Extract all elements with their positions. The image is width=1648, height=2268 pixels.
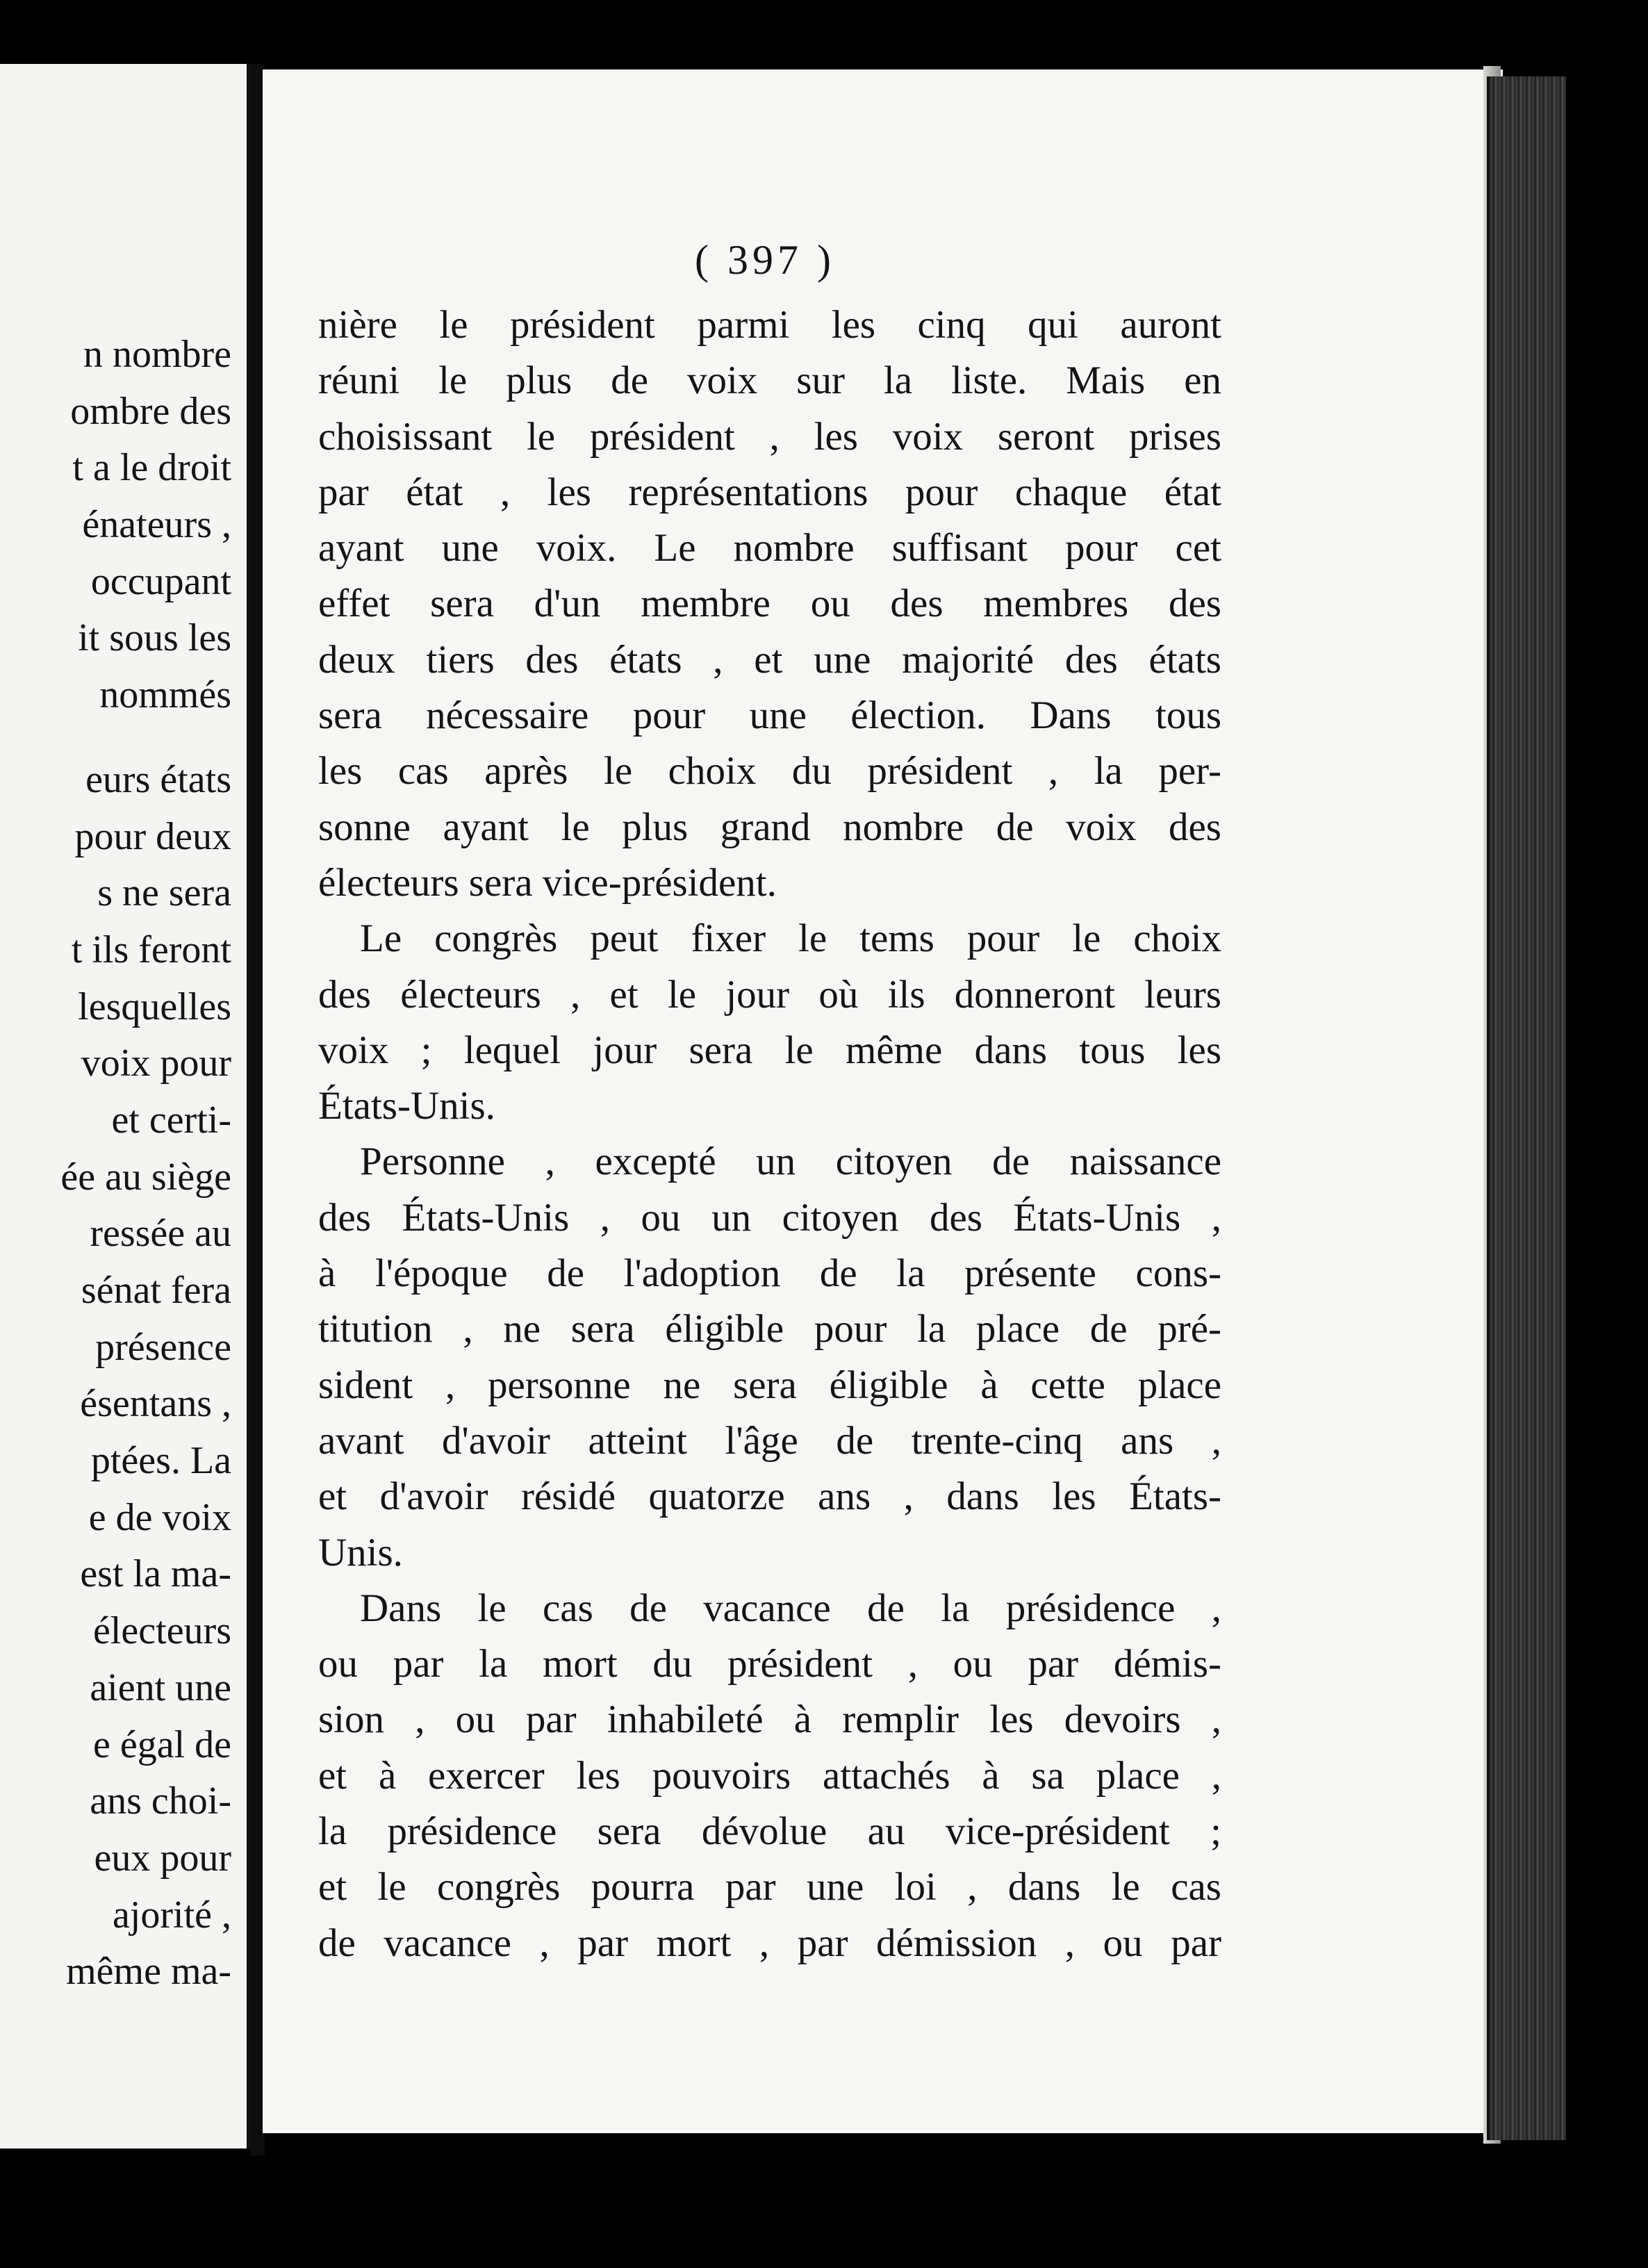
left-line: it sous les <box>78 616 231 660</box>
left-line: ésentans , <box>80 1382 231 1426</box>
left-line: présence <box>95 1325 231 1369</box>
text-line: et le congrès pourra par une loi , dans le cas <box>318 1865 1221 1909</box>
text-line: sonne ayant le plus grand nombre de voix des <box>318 805 1221 849</box>
text-line: avant d'avoir atteint l'âge de trente-cinq ans , <box>318 1418 1221 1463</box>
text-line: Le congrès peut fixer le tems pour le choix <box>360 917 1221 961</box>
left-line: sénat fera <box>81 1269 231 1312</box>
text-line: titution , ne sera éligible pour la place de pré- <box>318 1307 1221 1351</box>
text-line: nière le président parmi les cinq qui auront <box>318 303 1221 347</box>
left-line: même ma- <box>66 1950 231 1994</box>
text-line: des électeurs , et le jour où ils donneront leurs <box>318 972 1221 1017</box>
page-number: ( 397 ) <box>695 237 835 283</box>
text-line: choisissant le président , les voix seront prises <box>318 414 1221 459</box>
left-line: nommés <box>99 673 231 717</box>
left-line: aient une <box>90 1666 231 1709</box>
text-line: par état , les représentations pour chaque état <box>318 470 1221 514</box>
left-line: t ils feront <box>71 928 231 971</box>
text-line: États-Unis. <box>318 1084 495 1128</box>
left-line: occupant <box>90 559 231 603</box>
text-line: la présidence sera dévolue au vice-président ; <box>318 1809 1221 1854</box>
text-line: sident , personne ne sera éligible à cette place <box>318 1363 1221 1407</box>
left-line: ajorité , <box>112 1893 231 1937</box>
text-line: Unis. <box>318 1530 403 1575</box>
text-line: à l'époque de l'adoption de la présente cons- <box>318 1251 1221 1296</box>
left-line: ressée au <box>90 1212 231 1256</box>
left-facing-page <box>0 64 251 2148</box>
text-line: des États-Unis , ou un citoyen des États-Unis , <box>318 1195 1221 1240</box>
text-line: voix ; lequel jour sera le même dans tous les <box>318 1028 1221 1072</box>
left-line: s ne sera <box>97 871 231 915</box>
text-line: sera nécessaire pour une élection. Dans tous <box>318 693 1221 738</box>
text-line: ou par la mort du président , ou par démis- <box>318 1642 1221 1686</box>
left-line: énateurs , <box>82 503 231 547</box>
text-line: de vacance , par mort , par démission , ou par <box>318 1921 1221 1965</box>
left-line: voix pour <box>81 1042 231 1085</box>
paragraph <box>318 1581 1221 1971</box>
left-line: e égal de <box>93 1723 231 1766</box>
left-line: pour deux <box>74 814 231 858</box>
left-line: t a le droit <box>72 446 231 490</box>
text-line: deux tiers des états , et une majorité des états <box>318 637 1221 682</box>
paragraph <box>318 297 1221 911</box>
text-line: Dans le cas de vacance de la présidence , <box>360 1586 1221 1630</box>
left-line: eurs états <box>85 757 231 801</box>
paragraph <box>318 911 1221 1134</box>
text-line: électeurs sera vice-président. <box>318 860 777 905</box>
left-line: lesquelles <box>78 985 231 1028</box>
text-line: effet sera d'un membre ou des membres des <box>318 582 1221 626</box>
left-line: ée au siège <box>60 1155 231 1199</box>
text-line: réuni le plus de voix sur la liste. Mais en <box>318 359 1221 403</box>
left-line: n nombre <box>83 333 231 376</box>
left-line: eux pour <box>94 1836 231 1880</box>
left-line: e de voix <box>88 1495 231 1539</box>
body-text <box>318 297 1221 1971</box>
text-line: ayant une voix. Le nombre suffisant pour cet <box>318 526 1221 570</box>
left-line: est la ma- <box>80 1552 231 1596</box>
paragraph <box>318 1134 1221 1580</box>
left-line: électeurs <box>93 1609 231 1653</box>
left-line: ombre des <box>70 389 231 433</box>
text-line: sion , ou par inhabileté à remplir les devoirs , <box>318 1698 1221 1742</box>
text-line: les cas après le choix du président , la per- <box>318 749 1221 794</box>
text-line: et d'avoir résidé quatorze ans , dans les États- <box>318 1474 1221 1519</box>
left-line: ptées. La <box>90 1439 231 1483</box>
text-line: et à exercer les pouvoirs attachés à sa place , <box>318 1753 1221 1798</box>
left-line: ans choi- <box>90 1780 231 1823</box>
left-page-text <box>0 327 231 2000</box>
text-line: Personne , excepté un citoyen de naissance <box>360 1140 1221 1184</box>
left-line: et certi- <box>111 1098 231 1142</box>
page-edges-stack <box>1487 76 1566 2140</box>
